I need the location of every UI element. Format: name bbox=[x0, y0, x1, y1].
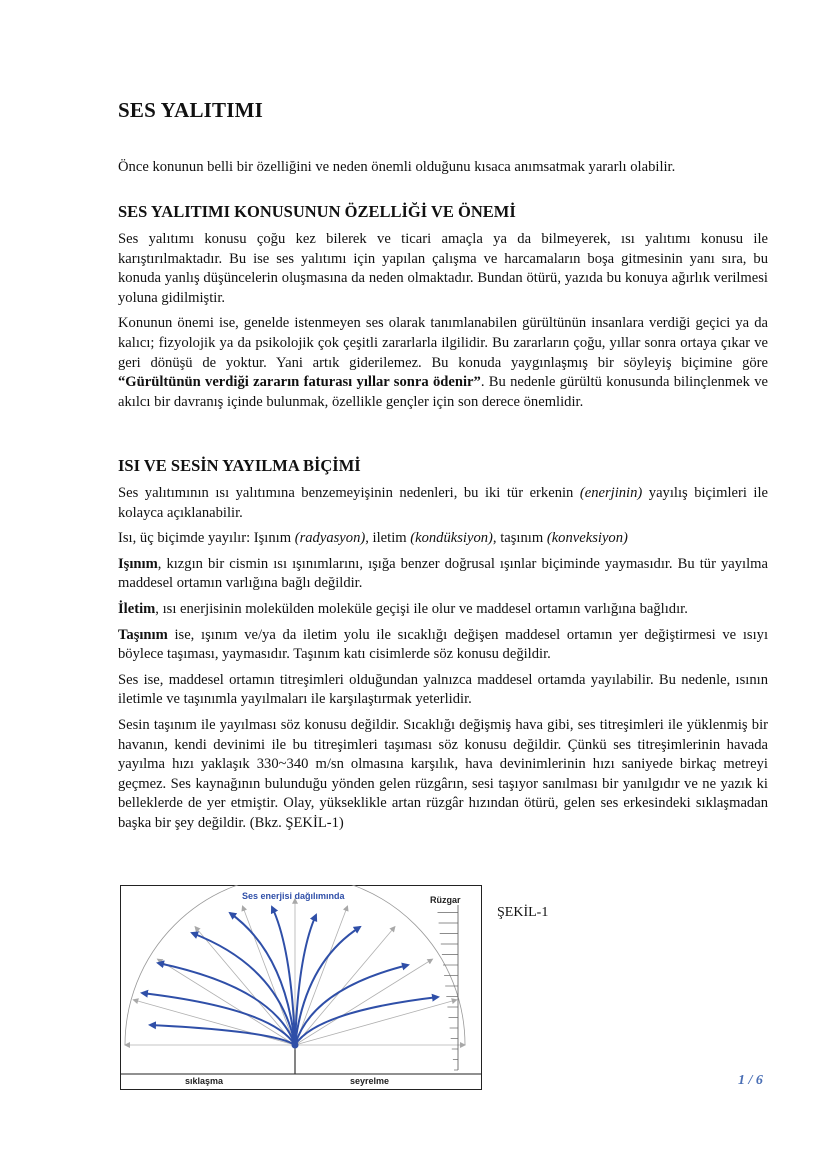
section-importance bbox=[118, 202, 768, 418]
text-run: ise, ışınım ve/ya da iletim yolu ile sıcaklığı değişen maddesel ortamın yer değiştirmesi ve ısıyı böylece taşıması, yaymasıdır. Taşınım katı cisimlerde söz konusu değildir. bbox=[118, 626, 768, 663]
bold-term: İletim bbox=[118, 600, 156, 617]
italic-term: (radyasyon) bbox=[294, 530, 366, 547]
paragraph bbox=[118, 555, 768, 594]
quote-bold: “Gürültünün verdiği zararın faturası yıllar sonra ödenir” bbox=[118, 374, 481, 391]
paragraph bbox=[118, 600, 768, 620]
text-run: Ses yalıtımının ısı yalıtımına benzemeyişinin nedenleri, bu iki tür erkenin bbox=[118, 485, 580, 501]
paragraph bbox=[118, 529, 768, 549]
page-number: 1 / 6 bbox=[738, 1073, 763, 1088]
bold-term: Taşınım bbox=[118, 626, 168, 643]
paragraph bbox=[118, 626, 768, 665]
section-heading: SES YALITIMI KONUSUNUN ÖZELLİĞİ VE ÖNEMİ bbox=[118, 202, 516, 221]
figure-caption: ŞEKİL-1 bbox=[497, 905, 549, 920]
paragraph: Ses yalıtımı konusu çoğu kez bilerek ve ticari amaçla ya da bilmeyerek, ısı yalıtımı konusu ile karıştırılmaktadır. Bu ise ses yalıtımı için yapılan çalışma ve harcamaların boşa gitmesinin yanı sıra, bu konuda yanlış düşüncelerin oluşmasına da neden olmaktadır. Bundan ötürü, yazıda bu konuya ağırlık verilmesi yoluna gidilmiştir. bbox=[118, 231, 768, 306]
section-propagation bbox=[118, 456, 768, 840]
figure-border bbox=[121, 886, 482, 1090]
section-heading: ISI VE SESİN YAYILMA BİÇİMİ bbox=[118, 456, 361, 475]
italic-term: (konveksiyon) bbox=[546, 530, 628, 547]
text-run: yayılış biçimleri ile kolayca açıklanabilir. bbox=[118, 485, 768, 521]
paragraph: Ses ise, maddesel ortamın titreşimleri olduğundan yalnızca maddesel ortamda yayılabilir. Bu nedenle, ısının iletimle ve taşınımla yayılmaları ile karşılaştırmak yeterlidir. bbox=[118, 671, 768, 708]
figure-diagram bbox=[120, 885, 482, 1090]
wind-label: Rüzgar bbox=[430, 895, 461, 905]
text-run: , ısı enerjisinin molekülden moleküle geçişi ile olur ve maddesel ortamın varlığına bağlıdır. bbox=[155, 600, 688, 617]
text-run: , iletim bbox=[365, 530, 411, 547]
paragraph bbox=[118, 484, 768, 523]
text-run: Isı, üç biçimde yayılır: Işınım bbox=[118, 530, 295, 547]
text-run: , kızgın bir cismin ısı ışınımlarını, ışığa benzer doğrusal ışınlar biçiminde yaymasıdır. Bu tür yayılma maddesel ortamın varlığına bağlı değildir. bbox=[118, 555, 768, 592]
figure-title: Ses enerjisi dağılımında bbox=[242, 891, 345, 901]
text-run: . Bu nedenle gürültü konusunda bilinçlenmek ve akılcı bir davranış içinde bulunmak, özellikle gençler için son derece önemlidir. bbox=[118, 374, 768, 410]
bold-term: Işınım bbox=[118, 555, 158, 572]
text-run: Konunun önemi ise, genelde istenmeyen ses olarak tanımlanabilen gürültünün insanlara verdiği geçici ya da kalıcı; fizyolojik ya da psikolojik çok çeşitli zararlarla ilgilidir. Bu zararların çoğu, yıllar sonra ortaya çıkar ve geri dönüşü de yoktur. Yani artık giderilemez. Bu konuda yaygınlaşmış bir söyleyiş biçimine göre bbox=[118, 315, 768, 371]
intro-paragraph: Önce konunun belli bir özelliğini ve neden önemli olduğunu kısaca anımsatmak yararlı olabilir. bbox=[118, 159, 676, 175]
paragraph bbox=[118, 314, 768, 412]
densification-label: sıklaşma bbox=[185, 1076, 224, 1086]
page-title: SES YALITIMI bbox=[118, 98, 263, 122]
italic-term: (kondüksiyon) bbox=[410, 530, 493, 547]
paragraph: Sesin taşınım ile yayılması söz konusu değildir. Sıcaklığı değişmiş hava gibi, ses titreşimleri ile yüklenmiş bir havanın, kendi devinimi ile bu titreşimleri taşıması söz konusu değildir. Çünkü ses titreşimlerinin havada yayılma hızı yaklaşık 330~340 m/sn olmasına karşılık, hava devinimlerinin hızı saniyede birkaç metreyi geçmez. Ses kaynağının bulunduğu yönden gelen rüzgârın, sesi taşıyor sanılması bir yanılgıdır ve ne yazık ki belleklerde de yer etmiştir. Olay, yükseklikle artan rüzgâr hızından ötürü, gelen ses erkesindeki sıklaşmadan başka bir şey değildir. (Bkz. ŞEKİL-1) bbox=[118, 716, 768, 831]
sound-source bbox=[292, 1042, 299, 1049]
rarefaction-label: seyrelme bbox=[350, 1076, 390, 1086]
figure-sound-distribution bbox=[120, 885, 482, 1090]
text-run: , taşınım bbox=[492, 530, 547, 547]
italic-term: (enerjinin) bbox=[579, 485, 643, 501]
